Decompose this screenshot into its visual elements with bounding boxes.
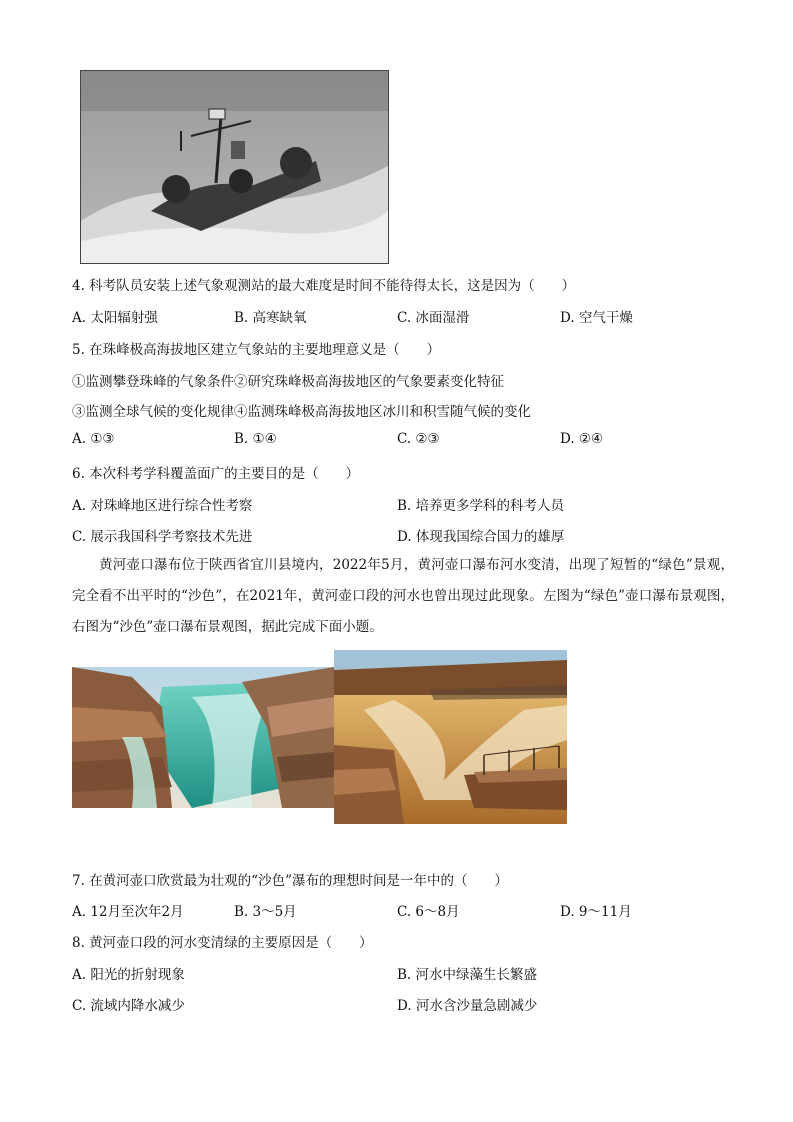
sandy-waterfall-photo xyxy=(334,650,567,824)
question-8-options-row2 xyxy=(72,994,732,1014)
q5-option-a[interactable]: A. ①③ xyxy=(72,431,115,447)
q4-option-a[interactable]: A. 太阳辐射强 xyxy=(72,310,158,326)
q6-option-c[interactable]: C. 展示我国科学考察技术先进 xyxy=(72,529,253,545)
q4-option-c[interactable]: C. 冰面湿滑 xyxy=(397,310,470,326)
question-4-options xyxy=(72,306,732,326)
q5-statements-1: ①监测攀登珠峰的气象条件②研究珠峰极高海拔地区的气象要素变化特征 xyxy=(72,374,504,390)
q5-option-c[interactable]: C. ②③ xyxy=(397,431,440,447)
question-5-stem: 5. 在珠峰极高海拔地区建立气象站的主要地理意义是（ ） xyxy=(72,342,441,358)
question-5-options xyxy=(72,431,732,451)
question-7-options xyxy=(72,900,732,920)
question-7-stem: 7. 在黄河壶口欣赏最为壮观的“沙色”瀑布的理想时间是一年中的（ ） xyxy=(72,873,508,889)
q7-option-c[interactable]: C. 6～8月 xyxy=(397,904,460,920)
q4-option-d[interactable]: D. 空气干燥 xyxy=(560,310,633,326)
sandy-waterfall-image xyxy=(334,650,567,824)
q8-option-d[interactable]: D. 河水含沙量急剧减少 xyxy=(397,998,538,1014)
q6-option-a[interactable]: A. 对珠峰地区进行综合性考察 xyxy=(72,498,253,514)
question-8-stem: 8. 黄河壶口段的河水变清绿的主要原因是（ ） xyxy=(72,935,373,951)
question-4-stem: 4. 科考队员安装上述气象观测站的最大难度是时间不能待得太长，这是因为（ ） xyxy=(72,278,576,294)
q5-statements-2: ③监测全球气候的变化规律④监测珠峰极高海拔地区冰川和积雪随气候的变化 xyxy=(72,404,531,420)
green-waterfall-image xyxy=(72,667,334,808)
q6-option-d[interactable]: D. 体现我国综合国力的雄厚 xyxy=(397,529,565,545)
q7-option-d[interactable]: D. 9～11月 xyxy=(560,904,632,920)
question-6-stem: 6. 本次科考学科覆盖面广的主要目的是（ ） xyxy=(72,466,360,482)
q7-option-b[interactable]: B. 3～5月 xyxy=(234,904,297,920)
weather-station-image xyxy=(81,71,388,263)
q4-option-b[interactable]: B. 高寒缺氧 xyxy=(234,310,307,326)
question-6-options-row1 xyxy=(72,494,732,514)
q7-option-a[interactable]: A. 12月至次年2月 xyxy=(72,904,184,920)
q6-option-b[interactable]: B. 培养更多学科的科考人员 xyxy=(397,498,565,514)
question-6-options-row2 xyxy=(72,525,732,545)
green-waterfall-photo xyxy=(72,667,334,808)
q8-option-c[interactable]: C. 流域内降水减少 xyxy=(72,998,185,1014)
weather-station-photo xyxy=(80,70,389,264)
q5-option-d[interactable]: D. ②④ xyxy=(560,431,604,447)
q8-option-b[interactable]: B. 河水中绿藻生长繁盛 xyxy=(397,967,538,983)
q5-option-b[interactable]: B. ①④ xyxy=(234,431,277,447)
reading-passage: 黄河壶口瀑布位于陕西省宜川县境内，2022年5月，黄河壶口瀑布河水变清，出现了短暂的“绿色”景观，完全看不出平时的“沙色”，在2021年，黄河壶口段的河水也曾出现过此现象。左图为“绿色”壶口瀑布景观图，右图为“沙色”壶口瀑布景观图，据此完成下面小题。 xyxy=(72,557,734,635)
question-8-options-row1 xyxy=(72,963,732,983)
q8-option-a[interactable]: A. 阳光的折射现象 xyxy=(72,967,185,983)
